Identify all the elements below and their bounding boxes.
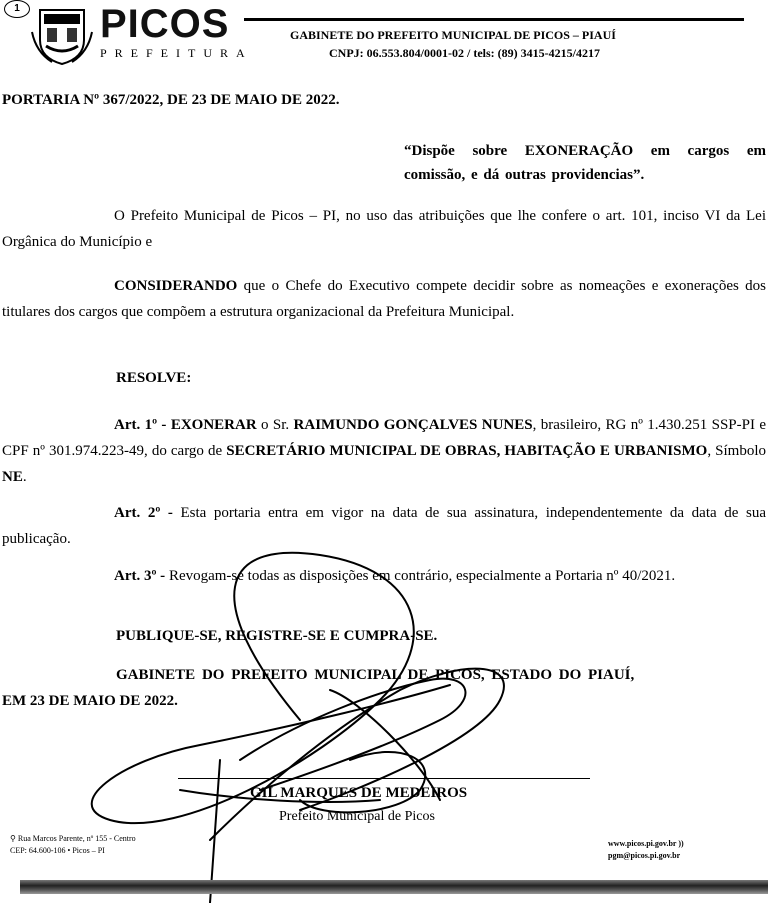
website-link[interactable]: www.picos.pi.gov.br — [608, 839, 677, 848]
signature-rule — [178, 778, 590, 779]
art1-sym: NE — [2, 469, 23, 485]
article-1 — [2, 412, 766, 490]
art1-pre: o Sr. — [256, 417, 294, 433]
epigraph-lead: “Dispõe sobre — [404, 143, 525, 159]
brand-name: PICOS — [100, 2, 230, 46]
considerando-label: CONSIDERANDO — [114, 278, 238, 294]
gabinete-line-2: EM 23 DE MAIO DE 2022. — [2, 693, 178, 709]
art2-label: Art. 2º - — [114, 505, 181, 521]
header-rule — [244, 18, 744, 21]
art1-end: . — [22, 469, 27, 485]
gabinete-line-1: GABINETE DO PREFEITO MUNICIPAL DE PICOS, ESTADO DO PIAUÍ, — [116, 667, 635, 683]
art1-sym-pre: , Símbolo — [707, 443, 766, 459]
considerando-paragraph — [2, 273, 766, 325]
art1-action: EXONERAR — [170, 417, 257, 433]
art1-name: RAIMUNDO GONÇALVES NUNES — [293, 417, 533, 433]
art2-text: Esta portaria entra em vigor na data de sua assinatura, independentemente da data de sua publicação. — [2, 505, 766, 547]
epigraph-bold: EXONERAÇÃO — [524, 143, 634, 159]
publication-order: PUBLIQUE-SE, REGISTRE-SE E CUMPRA-SE. — [116, 628, 438, 644]
art3-text: Revogam-se todas as disposições em contrário, especialmente a Portaria nº 40/2021. — [168, 568, 676, 584]
email-link[interactable]: pgm@picos.pi.gov.br — [608, 851, 681, 860]
brand-subtitle: PREFEITURA — [100, 46, 253, 60]
art3-label: Art. 3º - — [114, 568, 169, 584]
epigraph — [404, 139, 766, 187]
footer-address — [10, 833, 136, 857]
address-line-2: CEP: 64.600-106 • Picos – PI — [10, 846, 105, 855]
art1-role: SECRETÁRIO MUNICIPAL DE OBRAS, HABITAÇÃO E URBANISMO — [226, 443, 708, 459]
brand-block — [100, 4, 253, 60]
article-2 — [2, 500, 766, 552]
art1-mid: , brasileiro, RG nº 1.430.251 SSP-PI e CPF nº 301.974.223-49, do cargo de — [2, 417, 767, 459]
header-office: GABINETE DO PREFEITO MUNICIPAL DE PICOS – PIAUÍ — [290, 28, 616, 42]
epigraph-tail: em cargos em comissão, e dá outras providencias”. — [404, 143, 766, 183]
address-line-1 — [10, 833, 136, 845]
footer-contact — [608, 838, 684, 862]
art1-label: Art. 1º - — [114, 417, 171, 433]
location-pin-icon: ⚲ — [10, 834, 18, 843]
header-contact: CNPJ: 06.553.804/0001-02 / tels: (89) 3415-4215/4217 — [329, 46, 600, 60]
wifi-icon: )) — [676, 839, 684, 848]
intro-paragraph — [2, 203, 766, 255]
address-line-1-text: Rua Marcos Parente, nº 155 - Centro — [17, 834, 136, 843]
signatory-role: Prefeito Municipal de Picos — [279, 809, 435, 824]
intro-text: O Prefeito Municipal de Picos – PI, no uso das atribuições que lhe confere o art. 101, inciso VI da Lei Orgânica do Município e — [2, 208, 766, 250]
article-3 — [2, 563, 766, 589]
resolve-heading: RESOLVE: — [116, 370, 192, 386]
city-crest-logo — [30, 2, 94, 66]
signatory-name: GIL MARQUES DE MEDEIROS — [250, 785, 468, 801]
document-title: PORTARIA Nº 367/2022, DE 23 DE MAIO DE 2022. — [2, 92, 340, 108]
page-number: 1 — [4, 0, 30, 18]
footer-bar — [20, 880, 768, 894]
considerando-text: que o Chefe do Executivo compete decidir sobre as nomeações e exonerações dos titulares dos cargos que compõem a estrutura organizacional da Prefeitura Municipal. — [2, 278, 766, 320]
website-line — [608, 838, 684, 850]
